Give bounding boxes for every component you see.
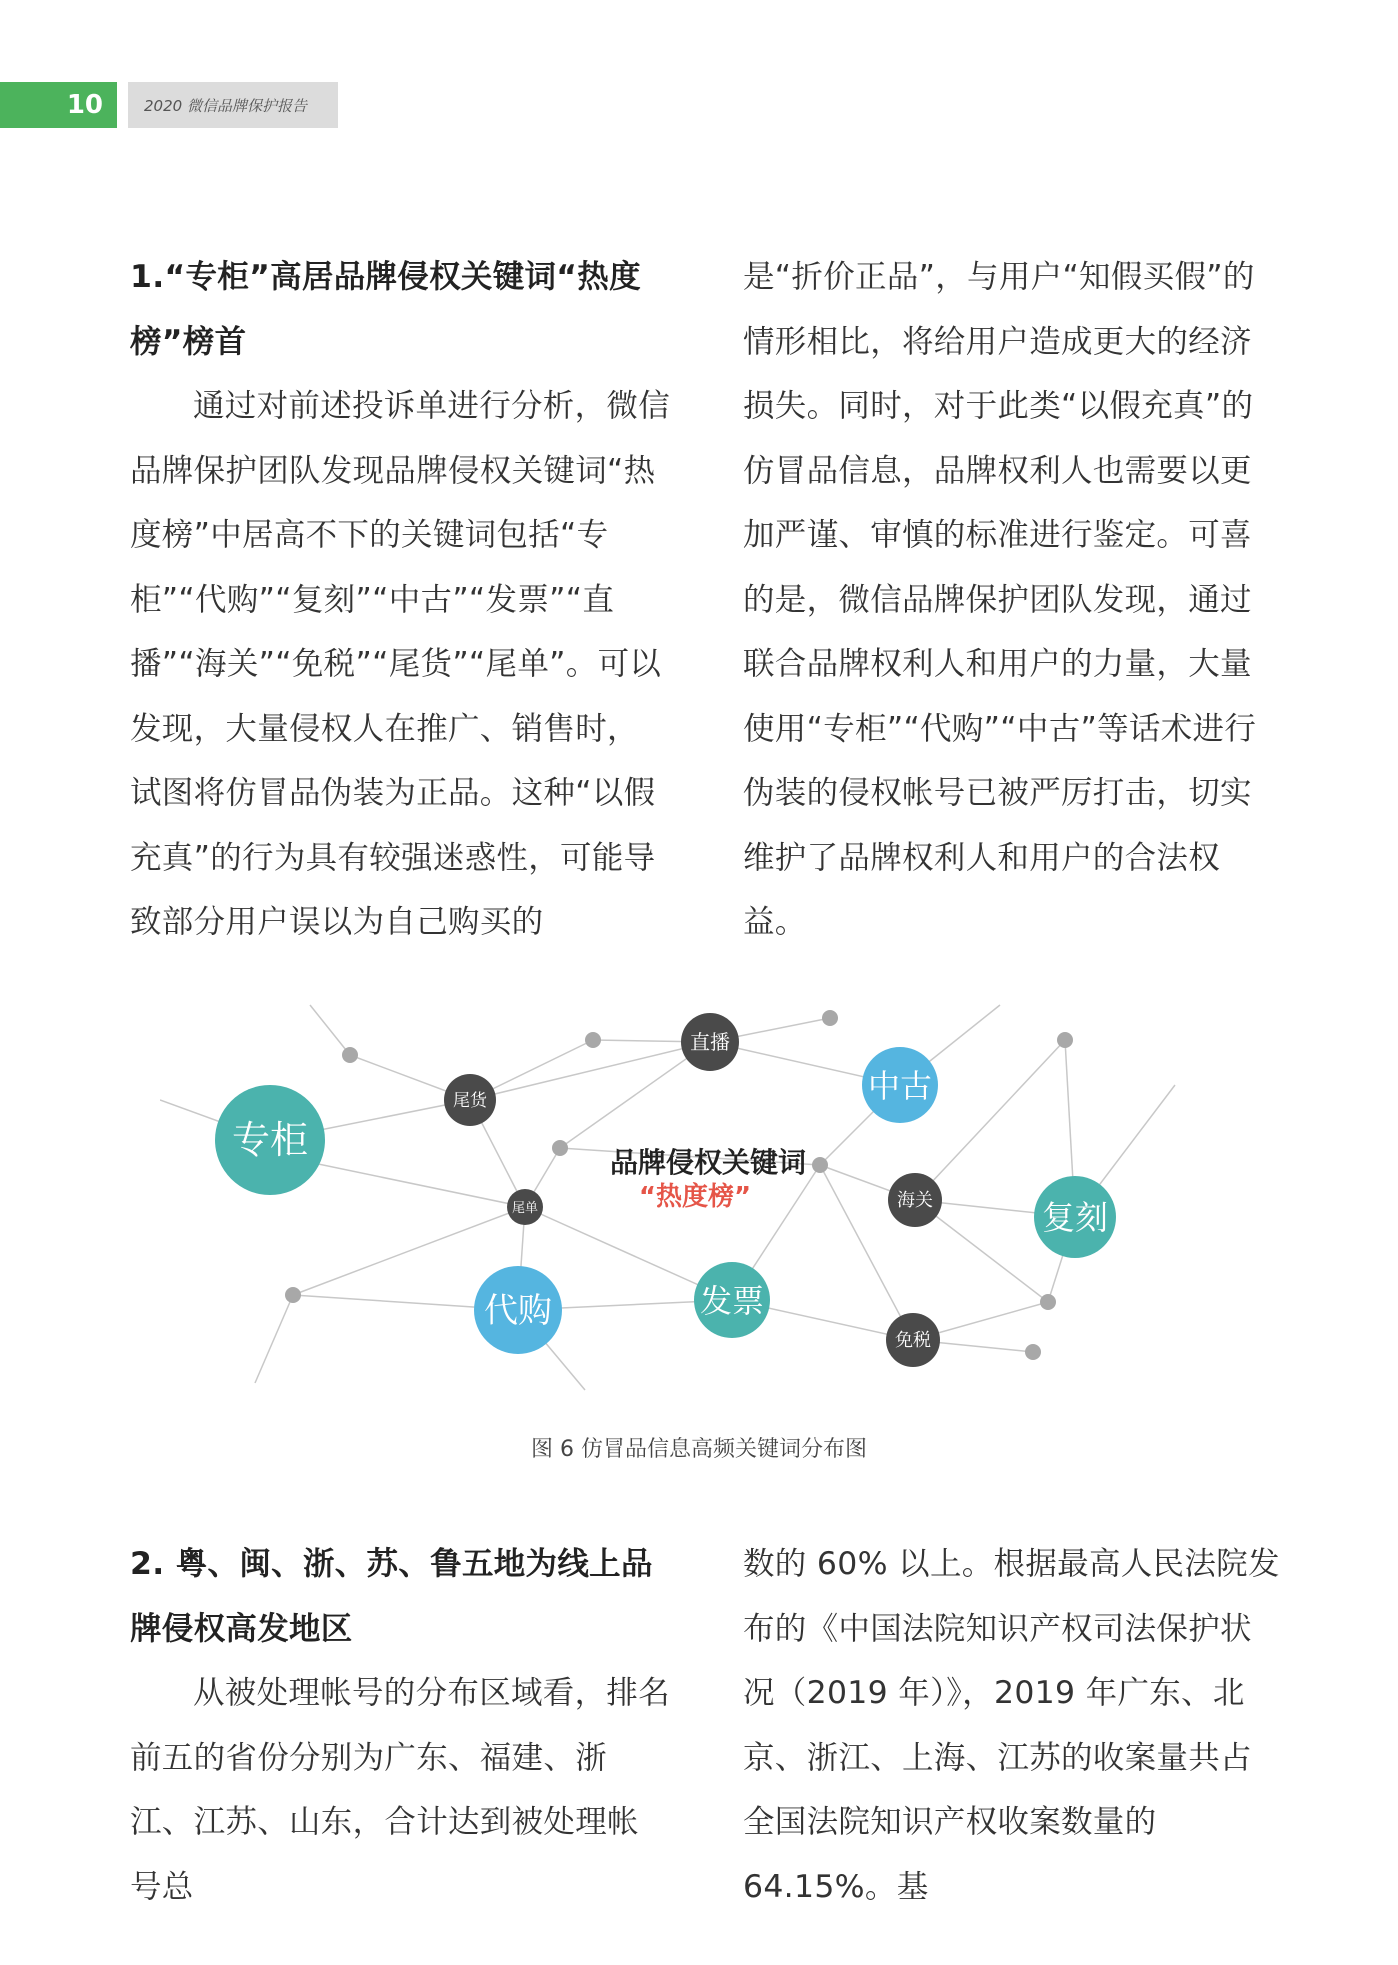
keyword-label: 复刻 xyxy=(1042,1198,1108,1237)
section2-body-left: 从被处理帐号的分布区域看，排名前五的省份分别为广东、福建、浙江、江苏、山东，合计达到被处理帐号总 xyxy=(130,1675,671,1905)
keyword-label: 尾货 xyxy=(453,1091,487,1111)
keyword-node-fapiao xyxy=(694,1262,770,1338)
keyword-node-zhuangui xyxy=(215,1085,325,1195)
keyword-label: 直播 xyxy=(690,1030,730,1054)
keyword-label: 免税 xyxy=(895,1330,931,1351)
keyword-label: 中古 xyxy=(867,1067,933,1105)
small-dot xyxy=(285,1287,301,1303)
keyword-label: 专柜 xyxy=(231,1118,309,1162)
report-title: 2020 微信品牌保护报告 xyxy=(128,82,338,128)
section1-left-column xyxy=(130,245,670,955)
figure-caption: 图 6 仿冒品信息高频关键词分布图 xyxy=(531,1437,867,1462)
keyword-network-diagram xyxy=(160,990,1260,1430)
section1-right-column xyxy=(743,245,1283,955)
small-dot xyxy=(1057,1032,1073,1048)
section2-body-right: 数的 60% 以上。根据最高人民法院发布的《中国法院知识产权司法保护状况（2019 年）》，2019 年广东、北京、浙江、上海、江苏的收案量共占全国法院知识产权收案数量的 64.15%。基 xyxy=(743,1546,1280,1905)
small-dot xyxy=(1025,1344,1041,1360)
section1-heading: 1.“专柜”高居品牌侵权关键词“热度榜”榜首 xyxy=(130,259,641,360)
keyword-label: 代购 xyxy=(484,1291,552,1331)
section1-body-left: 通过对前述投诉单进行分析，微信品牌保护团队发现品牌侵权关键词“热度榜”中居高不下的关键词包括“专柜”“代购”“复刻”“中古”“发票”“直播”“海关”“免税”“尾货”“尾单”。可以发现，大量侵权人在推广、销售时，试图将仿冒品伪装为正品。这种“以假充真”的行为具有较强迷惑性，可能导致部分用户误以为自己购买的 xyxy=(130,388,671,940)
keyword-node-mianshui xyxy=(886,1313,940,1367)
keyword-node-zhibo xyxy=(681,1013,739,1071)
keyword-label: 发票 xyxy=(699,1282,765,1320)
keyword-label: 尾单 xyxy=(511,1201,539,1216)
small-dot xyxy=(342,1047,358,1063)
page-number: 10 xyxy=(0,82,117,128)
keyword-node-haiguan xyxy=(888,1173,942,1227)
diagram-center-title: 品牌侵权关键词 xyxy=(609,1146,807,1179)
section2-heading: 2. 粤、闽、浙、苏、鲁五地为线上品牌侵权高发地区 xyxy=(130,1546,653,1647)
section2-left-column xyxy=(130,1532,670,1919)
small-dot xyxy=(812,1157,828,1173)
keyword-node-daigou xyxy=(474,1266,562,1354)
keyword-label: 海关 xyxy=(897,1190,933,1211)
small-dot xyxy=(822,1010,838,1026)
section2-right-column xyxy=(743,1532,1283,1919)
small-dot xyxy=(552,1140,568,1156)
keyword-node-weihuo xyxy=(444,1074,496,1126)
small-dot xyxy=(585,1032,601,1048)
section1-body-right: 是“折价正品”，与用户“知假买假”的情形相比，将给用户造成更大的经济损失。同时，对于此类“以假充真”的仿冒品信息，品牌权利人也需要以更加严谨、审慎的标准进行鉴定。可喜的是，微信品牌保护团队发现，通过联合品牌权利人和用户的力量，大量使用“专柜”“代购”“中古”等话术进行伪装的侵权帐号已被严厉打击，切实维护了品牌权利人和用户的合法权益。 xyxy=(743,259,1257,940)
diagram-center-subtitle: “热度榜” xyxy=(638,1182,752,1212)
keyword-node-fuke xyxy=(1034,1176,1116,1258)
keyword-node-weidan xyxy=(507,1189,543,1225)
small-dot xyxy=(1040,1294,1056,1310)
keyword-node-zhonggu xyxy=(862,1047,938,1123)
